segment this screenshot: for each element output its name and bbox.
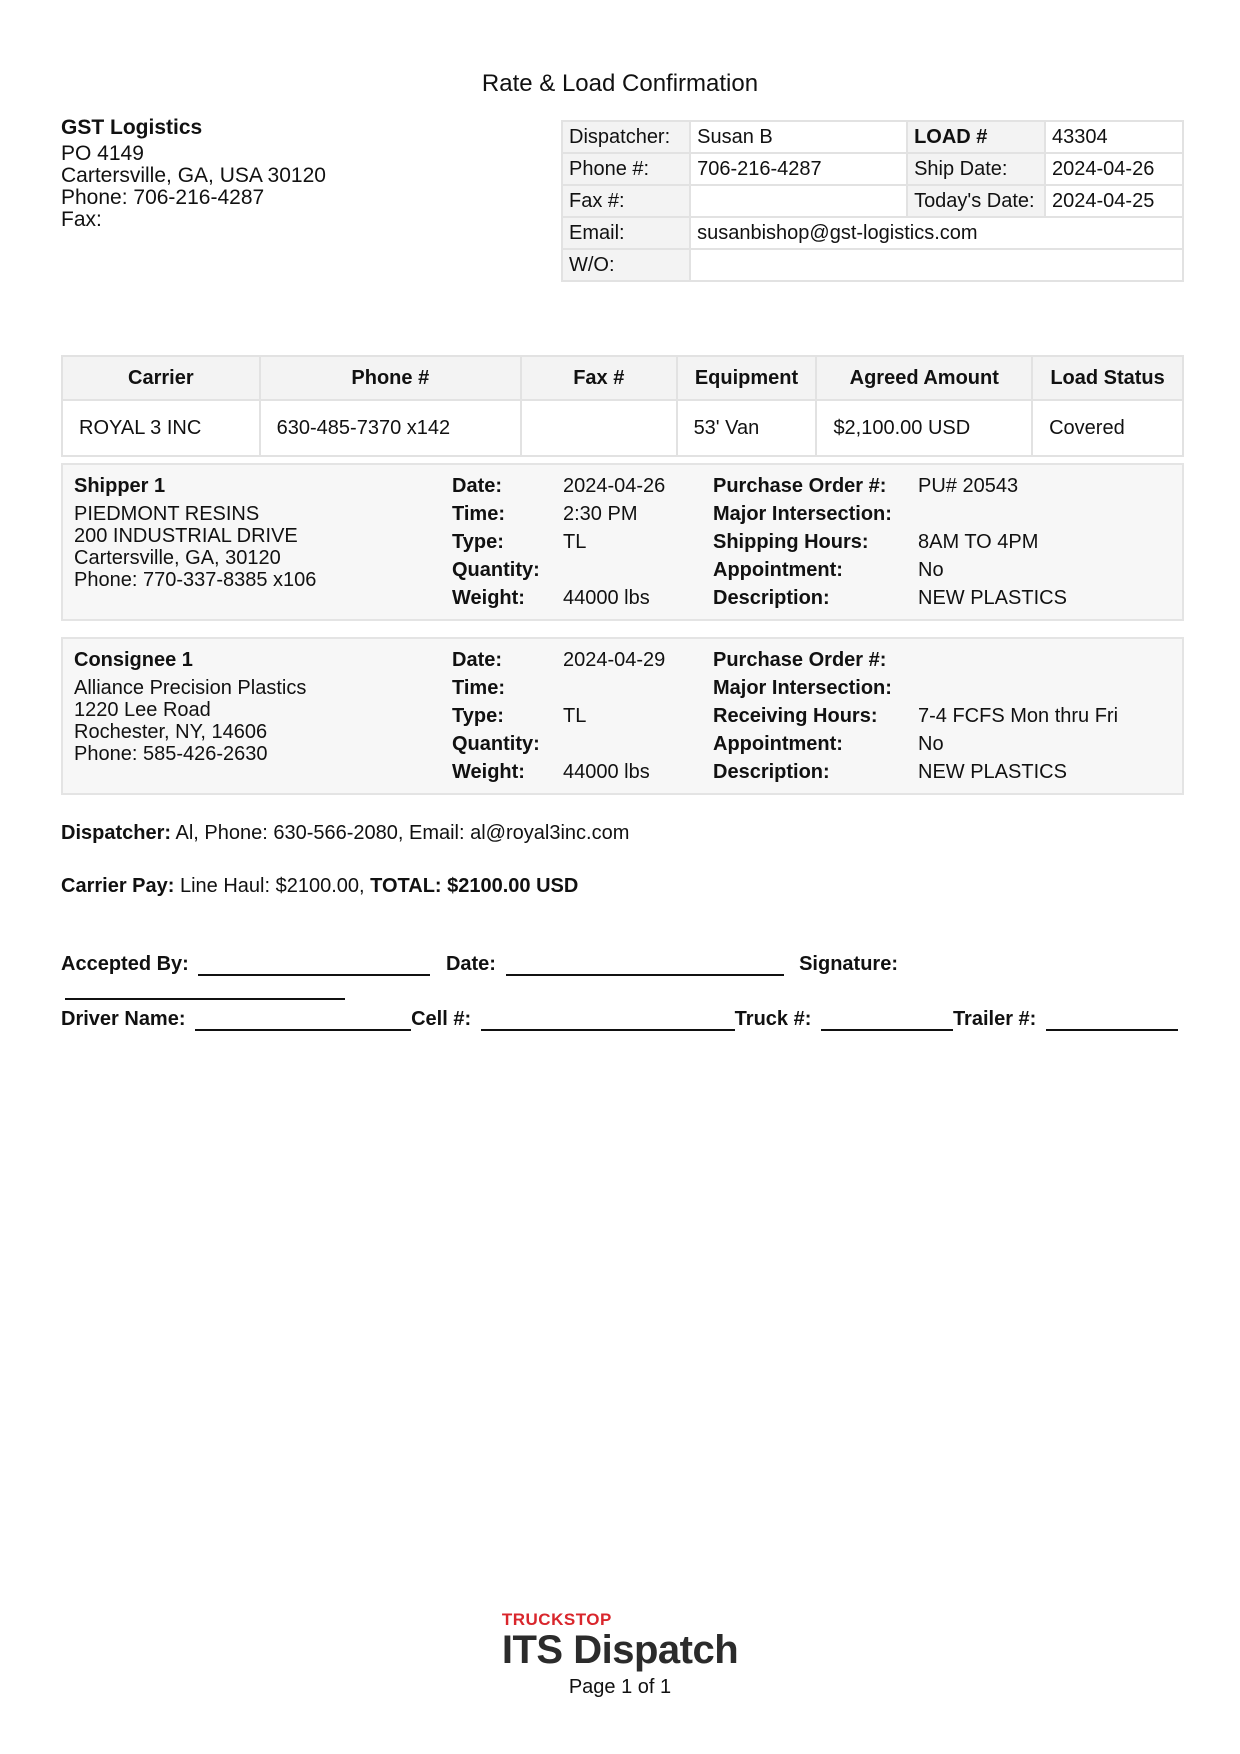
shipper-hours-value: 8AM TO 4PM [918,531,1039,553]
wo-value [690,249,1183,281]
shipper-city: Cartersville, GA, 30120 [74,547,281,569]
email-label: Email: [562,217,690,249]
carrier-load-status: Covered [1032,400,1183,456]
consignee-city: Rochester, NY, 14606 [74,721,268,743]
carrier-dispatcher-text: Al, Phone: 630-566-2080, Email: al@royal3inc.com [171,822,630,844]
shipper-appointment-value: No [918,559,944,581]
shipper-street: 200 INDUSTRIAL DRIVE [74,525,298,547]
consignee-phone: Phone: 585-426-2630 [74,743,268,765]
shipper-weight-label: Weight: [452,587,525,609]
company-po: PO 4149 [61,142,144,165]
shipper-quantity-label: Quantity: [452,559,540,581]
truck-field[interactable] [821,1007,953,1031]
shipper-po-value: PU# 20543 [918,475,1019,497]
header-carrier: Carrier [62,356,260,400]
consignee-labels-2 [713,649,892,789]
cell-field[interactable] [481,1007,735,1031]
logo-its-dispatch-text: ITS Dispatch [501,1628,739,1672]
signature-field[interactable] [65,976,345,1000]
carrier-pay-total: TOTAL: $2100.00 USD [370,875,579,897]
cell-label: Cell #: [411,1008,472,1030]
carrier-dispatcher-line [61,822,629,845]
load-label: LOAD # [907,121,1045,153]
consignee-type-label: Type: [452,705,504,727]
consignee-hours-value: 7-4 FCFS Mon thru Fri [918,705,1119,727]
company-name: GST Logistics [61,116,203,139]
header-fax: Fax # [521,356,677,400]
consignee-type-value: TL [563,705,587,727]
carrier-fax [521,400,677,456]
consignee-description-label: Description: [713,761,830,783]
shipper-time-value: 2:30 PM [563,503,638,525]
accepted-by-field[interactable] [198,952,430,976]
todays-date-value: 2024-04-25 [1045,185,1183,217]
shipper-phone: Phone: 770-337-8385 x106 [74,569,317,591]
shipper-type-label: Type: [452,531,504,553]
consignee-weight-value: 44000 lbs [563,761,650,783]
truck-label: Truck #: [734,1008,812,1030]
table-row [62,400,1183,456]
consignee-intersection-label: Major Intersection: [713,677,892,699]
shipper-type-value: TL [563,531,587,553]
shipper-date-label: Date: [452,475,503,497]
driver-row [61,1007,1184,1031]
fax-value [690,185,907,217]
shipper-intersection-value [918,503,1067,531]
shipper-time-label: Time: [452,503,505,525]
email-value: susanbishop@gst-logistics.com [690,217,1183,249]
consignee-appointment-value: No [918,733,944,755]
date-field[interactable] [506,952,784,976]
company-city: Cartersville, GA, USA 30120 [61,164,326,187]
carrier-pay-line [61,875,578,898]
phone-value: 706-216-4287 [690,153,907,185]
carrier-pay-text: Line Haul: $2100.00, [174,875,371,897]
consignee-values-2 [918,649,1118,789]
todays-date-label: Today's Date: [907,185,1045,217]
ship-date-label: Ship Date: [907,153,1045,185]
company-block [61,117,326,231]
consignee-po-value [918,649,1118,677]
consignee-date-value: 2024-04-29 [563,649,666,671]
shipper-labels-1 [452,475,540,615]
fax-label: Fax #: [562,185,690,217]
consignee-labels-1 [452,649,540,789]
company-fax: Fax: [61,208,102,231]
ship-date-value: 2024-04-26 [1045,153,1183,185]
shipper-values-1 [563,475,665,615]
trailer-field[interactable] [1046,1007,1178,1031]
shipper-po-label: Purchase Order #: [713,475,887,497]
driver-name-field[interactable] [195,1007,411,1031]
carrier-name: ROYAL 3 INC [62,400,260,456]
consignee-name: Alliance Precision Plastics [74,677,307,699]
shipper-name: PIEDMONT RESINS [74,503,260,525]
acceptance-row [61,952,1184,1000]
accepted-by-label: Accepted By: [61,953,189,975]
shipper-heading: Shipper 1 [74,475,166,497]
header-phone: Phone # [260,356,521,400]
page-number: Page 1 of 1 [568,1676,672,1698]
dispatcher-value: Susan B [690,121,907,153]
shipper-intersection-label: Major Intersection: [713,503,892,525]
shipper-description-label: Description: [713,587,830,609]
shipper-date-value: 2024-04-26 [563,475,666,497]
shipper-hours-label: Shipping Hours: [713,531,869,553]
date-label: Date: [445,953,496,975]
carrier-dispatcher-label: Dispatcher: [61,822,172,844]
carrier-agreed-amount: $2,100.00 USD [816,400,1032,456]
consignee-heading: Consignee 1 [74,649,193,671]
consignee-hours-label: Receiving Hours: [713,705,878,727]
consignee-quantity-value [563,733,665,761]
header-agreed-amount: Agreed Amount [816,356,1032,400]
consignee-section [61,637,1184,795]
phone-label: Phone #: [562,153,690,185]
shipper-values-2 [918,475,1067,615]
shipper-labels-2 [713,475,892,615]
driver-name-label: Driver Name: [61,1008,186,1030]
consignee-date-label: Date: [452,649,503,671]
carrier-table [61,355,1184,457]
shipper-address-block [74,475,316,591]
header-load-status: Load Status [1032,356,1183,400]
consignee-description-value: NEW PLASTICS [918,761,1067,783]
consignee-street: 1220 Lee Road [74,699,211,721]
consignee-appointment-label: Appointment: [713,733,843,755]
shipper-section [61,463,1184,621]
dispatcher-label: Dispatcher: [562,121,690,153]
wo-label: W/O: [562,249,690,281]
consignee-time-label: Time: [452,677,505,699]
logo-truckstop-text: TRUCKSTOP [501,1610,612,1629]
signature-label: Signature: [799,953,898,975]
carrier-equipment: 53' Van [677,400,817,456]
header-equipment: Equipment [677,356,817,400]
shipper-quantity-value [563,559,665,587]
page-title: Rate & Load Confirmation [481,70,759,97]
consignee-weight-label: Weight: [452,761,525,783]
consignee-time-value [563,677,665,705]
company-phone: Phone: 706-216-4287 [61,186,265,209]
carrier-table-header [62,356,1183,400]
load-info-table [561,120,1184,282]
carrier-phone: 630-485-7370 x142 [260,400,521,456]
load-value: 43304 [1045,121,1183,153]
consignee-po-label: Purchase Order #: [713,649,887,671]
consignee-intersection-value [918,677,1118,705]
shipper-appointment-label: Appointment: [713,559,843,581]
shipper-weight-value: 44000 lbs [563,587,650,609]
its-dispatch-logo [0,1610,1240,1670]
carrier-pay-label: Carrier Pay: [61,875,175,897]
consignee-values-1 [563,649,665,789]
shipper-description-value: NEW PLASTICS [918,587,1067,609]
trailer-label: Trailer #: [952,1008,1037,1030]
consignee-quantity-label: Quantity: [452,733,540,755]
consignee-address-block [74,649,306,765]
